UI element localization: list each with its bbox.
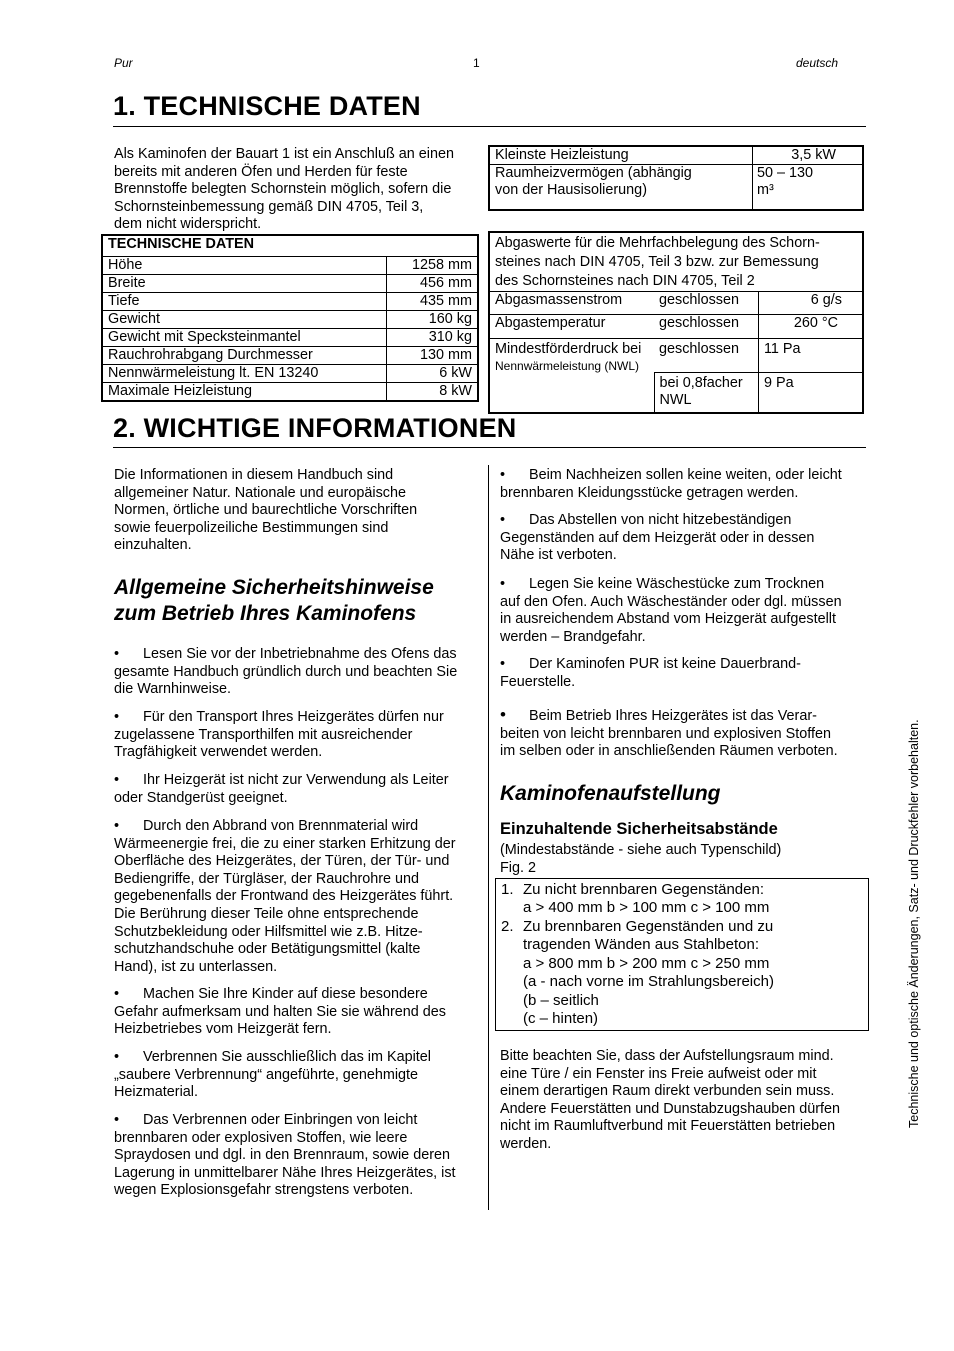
- bullet-icon: •: [500, 512, 506, 528]
- bullet-right-1: • Beim Nachheizen sollen keine weiten, oder leicht brennbaren Kleidungsstücke getragen werden.: [500, 467, 842, 501]
- bullet-icon: •: [500, 705, 506, 724]
- section1-intro: Als Kaminofen der Bauart 1 ist ein Anschluß an einen bereits mit anderen Öfen und Herden für feste Brennstoffe belegten Schornstein möglich, sofern die Schornsteinbemessung gemäß DIN 4705, Teil 3, dem nicht widerspricht.: [114, 146, 454, 233]
- bullet-icon: •: [500, 656, 506, 672]
- page-number: 1: [473, 56, 480, 70]
- bullet-right-2: • Das Abstellen von nicht hitzebeständigen Gegenständen auf dem Heizgerät oder in dessen Nähe ist verboten.: [500, 512, 815, 564]
- exhaust-values-table: Abgaswerte für die Mehrfachbelegung des Schorn- steines nach DIN 4705, Teil 3 bzw. zur Bemessung des Schornsteines nach DIN 4705, Teil 2 Abgasmassenstrom geschlossen 6 g/s Abgastemperatur geschlossen 260 °C Mindestförderdruck bei Nennwärmeleistung (NWL) geschlossen 11 Pa bei 0,8facher NWL 9 Pa: [488, 231, 864, 414]
- bullet-icon: •: [500, 467, 506, 483]
- section2-intro: Die Informationen in diesem Handbuch sind allgemeiner Natur. Nationale und europäische Normen, örtliche und baurechtliche Vorschriften sowie feuerpolizeiliche Bestimmungen sind einzuhalten.: [114, 467, 418, 554]
- distance-sub: (Mindestabstände - siehe auch Typenschild): [500, 842, 782, 858]
- section1-rule: [113, 126, 866, 127]
- bullet-left-4: • Durch den Abbrand von Brennmaterial wird Wärmeenergie frei, die zu einer starken Erhitzung der Oberfläche des Heizgerätes, der Türen, der Tür- und Bediengriffe, der Türgläser, der Rauchrohre und gegebenenfalls der Frontwand des Heizgerätes führt. Die Berührung dieser Teile ohne entsprechende Schutzbekleidung oder Hilfsmittel wie z.B. Hitze- schutzhandschuhe oder Betätigungsmittel (kalte Hand), ist zu unterlassen.: [114, 818, 456, 975]
- heat-output-table: Kleinste Heizleistung 3,5 kW Raumheizvermögen (abhängig von der Hausisolierung) 50 – 130 m³: [488, 145, 864, 211]
- section2-title: 2. WICHTIGE INFORMATIONEN: [113, 413, 517, 443]
- bullet-left-6: • Verbrennen Sie ausschließlich das im Kapitel „saubere Verbrennung“ angeführte, genehmigte Heizmaterial.: [114, 1049, 431, 1101]
- section1-title: 1. TECHNISCHE DATEN: [113, 91, 421, 121]
- tech-data-table: TECHNISCHE DATEN Höhe 1258 mm Breite 456 mm Tiefe 435 mm Gewicht 160 kg Gewicht mit Specksteinmantel 310 kg Rauchrohrabgang Durchmesser 130 mm Nennwärmeleistung lt. EN 13240 6 kW Maximale Heizleistung 8 kW: [101, 234, 479, 402]
- bullet-icon: •: [114, 818, 120, 834]
- bullet-icon: •: [114, 1112, 120, 1128]
- closing-paragraph: Bitte beachten Sie, dass der Aufstellungsraum mind. eine Türe / ein Fenster ins Freie aufweist oder mit einem derartigen Raum direkt verbunden sein muss. Andere Feuerstätten und Dunstabzugshauben dürfen nicht im Raumluftverbund mit Feuerstätten betrieben werden.: [500, 1048, 841, 1152]
- bullet-icon: •: [114, 1049, 120, 1065]
- header-left: Pur: [114, 56, 133, 70]
- header-right: deutsch: [796, 56, 839, 70]
- bullet-left-3: • Ihr Heizgerät ist nicht zur Verwendung als Leiter oder Standgerüst geeignet.: [114, 772, 449, 806]
- bullet-left-5: • Machen Sie Ihre Kinder auf diese besondere Gefahr aufmerksam und halten Sie sie während des Heizbetriebes vom Heizgerät fern.: [114, 986, 446, 1038]
- bullet-left-2: • Für den Transport Ihres Heizgerätes dürfen nur zugelassene Transporthilfen mit ausreichender Tragfähigkeit verwendet werden.: [114, 709, 444, 761]
- bullet-icon: •: [114, 986, 120, 1002]
- bullet-icon: •: [114, 772, 120, 788]
- bullet-left-7: • Das Verbrennen oder Einbringen von leicht brennbaren oder explosiven Stoffen, wie leere Spraydosen und dgl. in den Brennraum, sowie deren Lagerung in unmittelbarer Nähe Ihres Heizgerätes, ist wegen Explosionsgefahr strengstens verboten.: [114, 1112, 456, 1199]
- bullet-icon: •: [500, 576, 506, 592]
- bullet-right-4: • Der Kaminofen PUR ist keine Dauerbrand- Feuerstelle.: [500, 656, 801, 690]
- side-note: Technische und optische Änderungen, Satz- und Druckfehler vorbehalten.: [907, 719, 921, 1128]
- fig-label: Fig. 2: [500, 860, 536, 876]
- safety-heading: Allgemeine Sicherheitshinweise zum Betrieb Ihres Kaminofens: [114, 576, 434, 625]
- distance-item-1: 1. Zu nicht brennbaren Gegenständen: a > 400 mm b > 100 mm c > 100 mm: [501, 881, 770, 917]
- section2-rule: [113, 447, 866, 448]
- distance-item-2: 2. Zu brennbaren Gegenständen und zu tragenden Wänden aus Stahlbeton: a > 800 mm b > 200 mm c > 250 mm (a - nach vorne im Strahlungsbereich) (b – seitlich (c – hinten): [501, 918, 774, 1028]
- tech-table-header: TECHNISCHE DATEN: [102, 235, 478, 257]
- distance-heading: Einzuhaltende Sicherheitsabstände: [500, 820, 778, 838]
- bullet-icon: •: [114, 709, 120, 725]
- column-divider: [488, 465, 489, 1210]
- bullet-icon: •: [114, 646, 120, 662]
- distance-box: [495, 878, 869, 1031]
- bullet-left-1: • Lesen Sie vor der Inbetriebnahme des Ofens das gesamte Handbuch gründlich durch und beachten Sie die Warnhinweise.: [114, 646, 458, 698]
- bullet-right-3: • Legen Sie keine Wäschestücke zum Trocknen auf den Ofen. Auch Wäscheständer oder dgl. müssen in ausreichendem Abstand vom Heizgerät aufgestellt werden – Brandgefahr.: [500, 576, 842, 645]
- bullet-right-5: • Beim Betrieb Ihres Heizgerätes ist das Verar- beiten von leicht brennbaren und explosiven Stoffen im selben oder in anschließenden Räumen verboten.: [500, 705, 838, 760]
- install-heading: Kaminofenaufstellung: [500, 782, 721, 805]
